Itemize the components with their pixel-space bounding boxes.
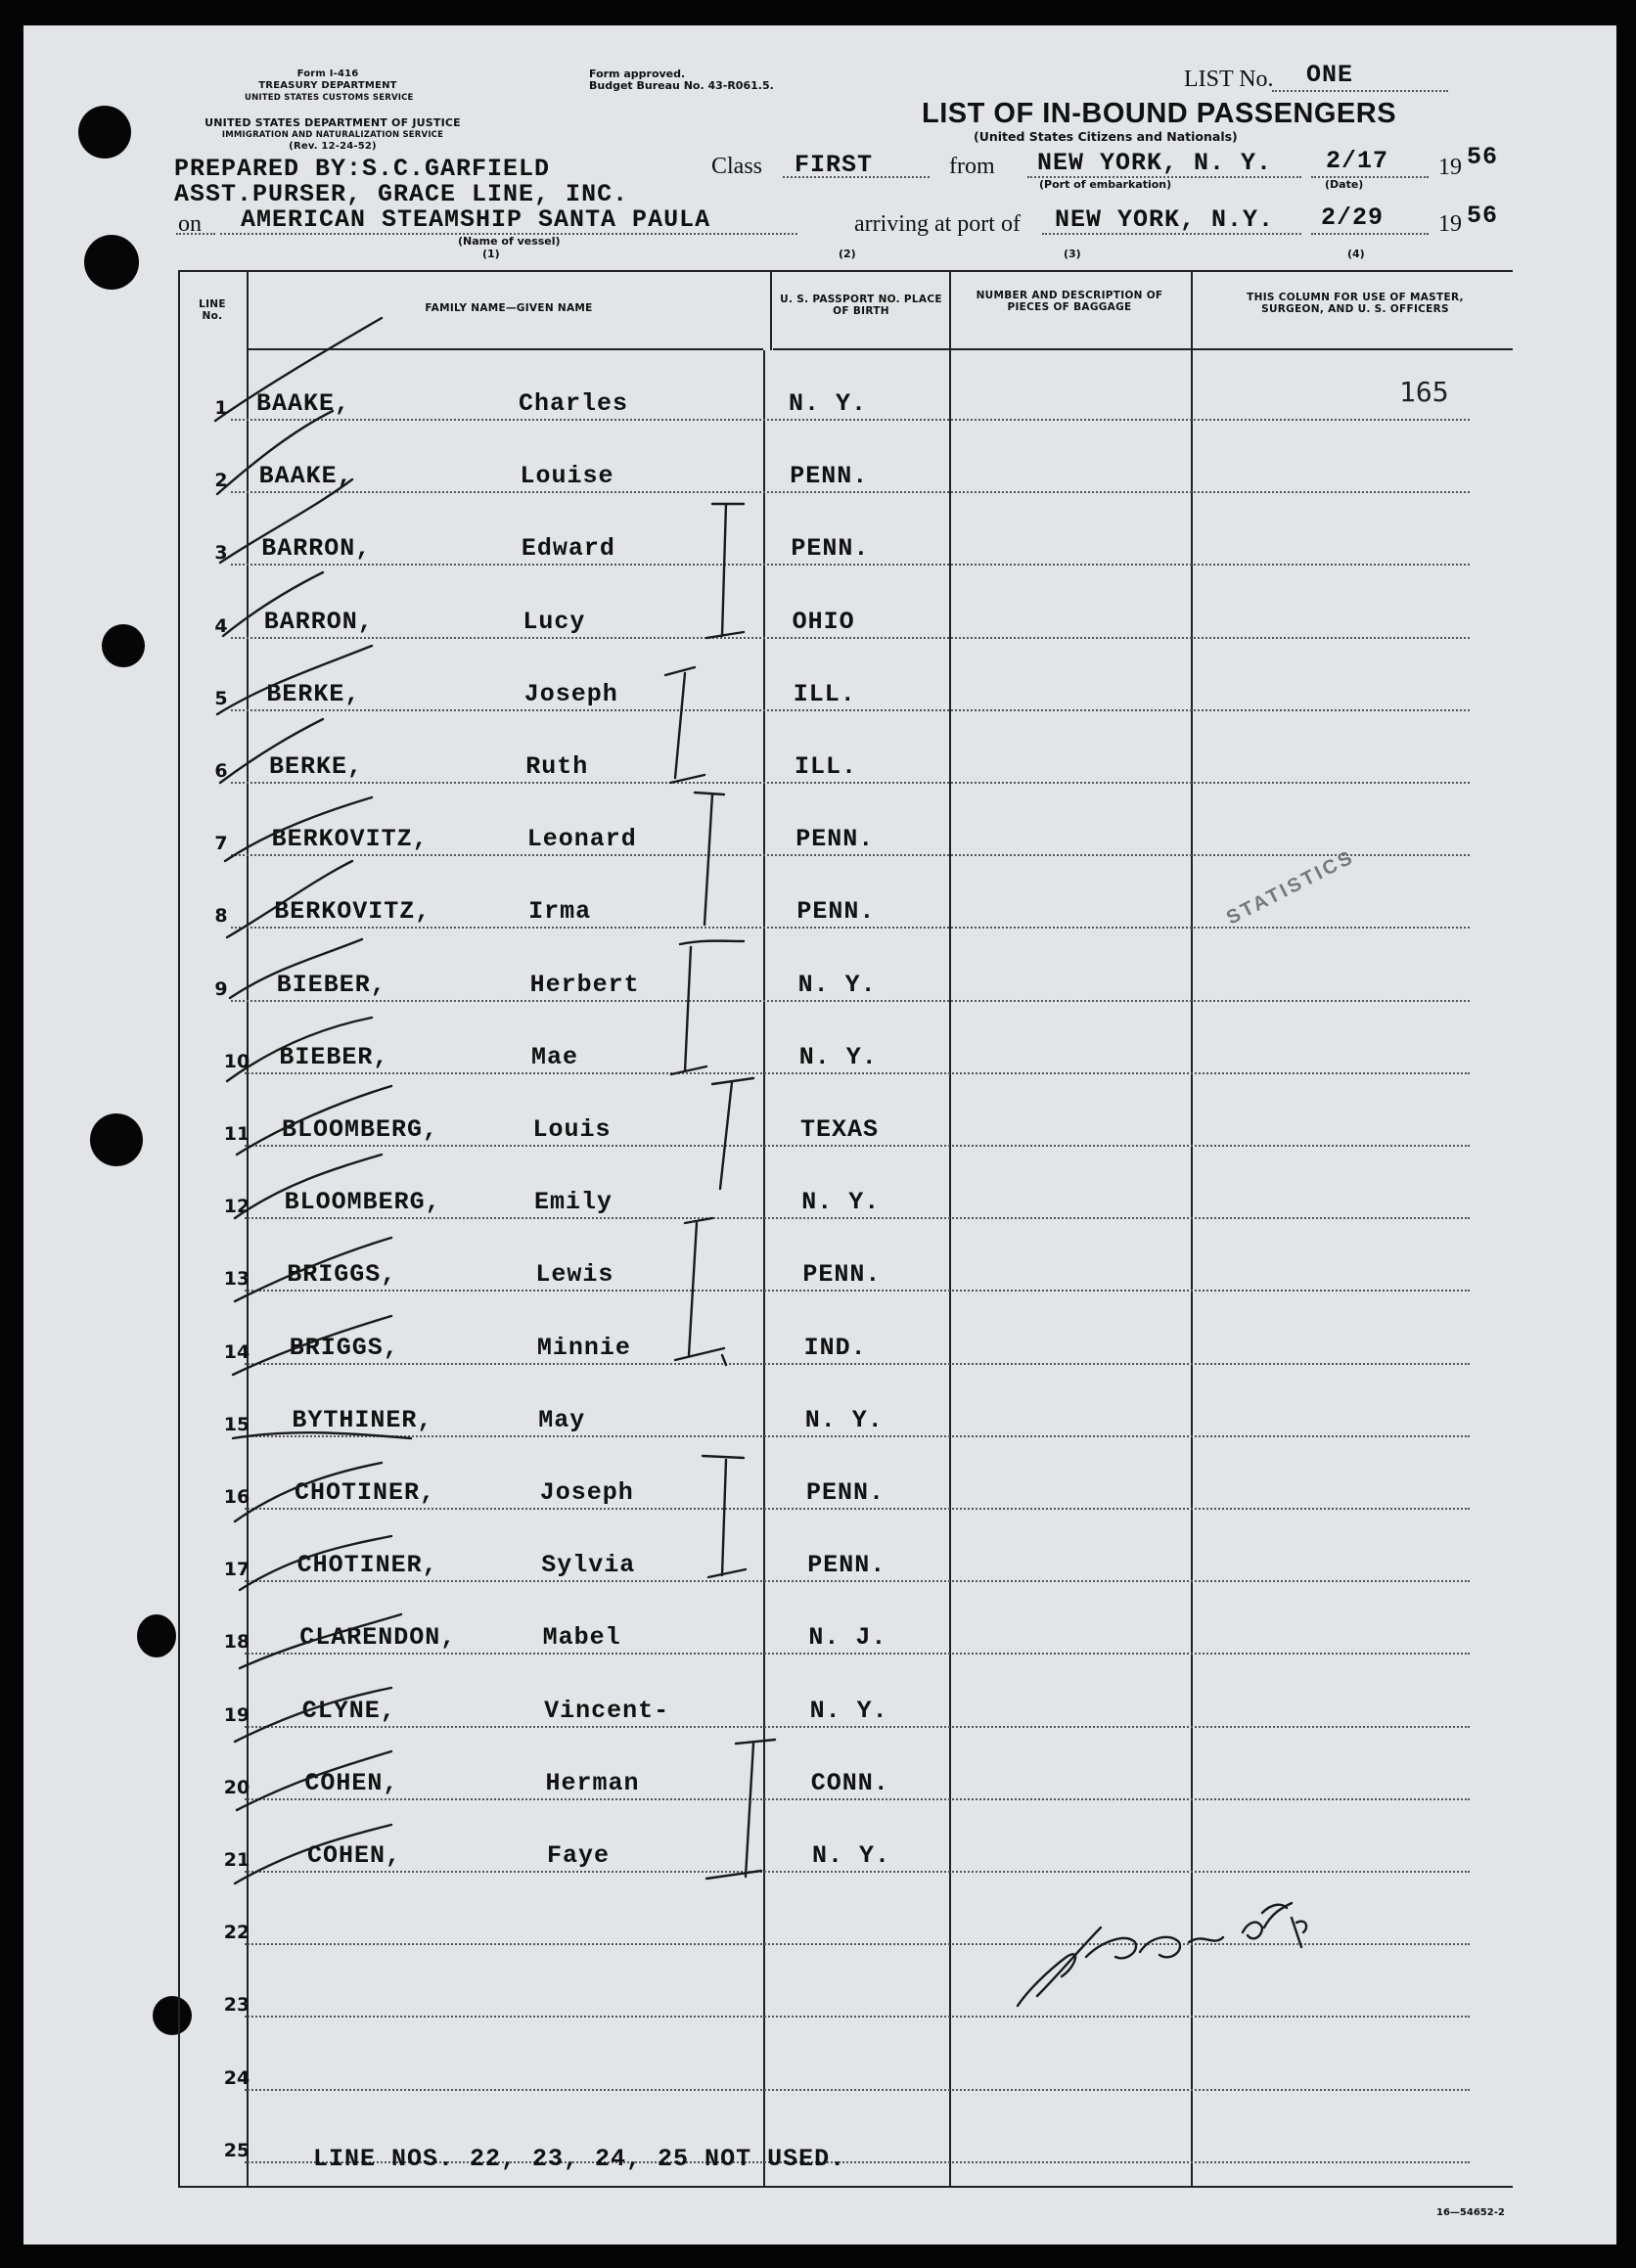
birthplace: PENN. [795,825,875,854]
line-number: 13 [223,1268,250,1291]
line-number: 23 [223,1994,250,2017]
line-number: 25 [223,2139,250,2161]
table-row [0,1696,1593,1777]
col-baggage: NUMBER AND DESCRIPTION OF PIECES OF BAGGAGE [976,290,1163,313]
form-number: Form I-416 [296,68,359,79]
given-name: Minnie [536,1333,631,1362]
family-name: BERKOVITZ, [274,897,432,927]
line-number: 7 [214,833,228,855]
given-name: Emily [533,1188,613,1217]
ins-service: IMMIGRATION AND NATURALIZATION SERVICE [221,130,444,140]
table-row [0,1623,1593,1703]
family-name: CLYNE, [301,1696,396,1725]
table-row [0,1841,1593,1922]
family-name: BIEBER, [276,970,386,999]
customs-service: UNITED STATES CUSTOMS SERVICE [245,93,414,103]
line-number: 24 [223,2066,250,2089]
table-row [0,607,1593,688]
row1-annotation-number: 165 [1399,376,1449,408]
caption-3: (3) [1064,248,1081,260]
line-number: 9 [214,977,228,1000]
table-row [0,897,1593,977]
line-number: 19 [223,1703,250,1726]
row-rule [245,1798,1470,1800]
family-name: BRIGGS, [289,1333,399,1362]
birthplace: IND. [803,1333,867,1362]
on-label: on [178,211,202,237]
line-number: 10 [223,1050,250,1072]
given-name: Charles [519,389,629,418]
vessel-caption: (Name of vessel) [458,235,561,248]
col-family-given-name: FAMILY NAME—GIVEN NAME [425,302,593,314]
given-name: May [538,1405,586,1434]
row-rule [245,1871,1470,1873]
row-rule [231,419,1470,421]
row-rule [245,1580,1470,1582]
table-row [0,1994,1593,2066]
line-number: 5 [214,687,228,709]
port-caption: (Port of embarkation) [1039,178,1172,191]
embarkation-port: NEW YORK, N. Y. [1037,149,1273,177]
arrival-year-prefix: 19 [1438,211,1462,237]
birthplace: TEXAS [800,1115,880,1144]
family-name: BARRON, [261,534,372,564]
birthplace: N. Y. [812,1841,891,1870]
table-row [0,752,1593,833]
given-name: Edward [521,534,615,564]
given-name: Louise [520,462,614,491]
col-passport-birthplace: U. S. PASSPORT NO. PLACE OF BIRTH [780,294,942,317]
departure-date: 2/17 [1326,147,1389,175]
table-row [0,1333,1593,1414]
family-name: BAAKE, [256,389,351,418]
class-value: FIRST [795,151,874,179]
family-name: COHEN, [307,1841,402,1870]
given-name: Irma [528,897,592,927]
table-row [0,1922,1593,1994]
table-row [0,1405,1593,1486]
family-name: BERKOVITZ, [271,825,429,854]
table-row [0,1260,1593,1340]
given-name: Mae [531,1042,579,1071]
punch-hole [78,106,131,159]
treasury-department: TREASURY DEPARTMENT [258,80,397,91]
row-rule [245,1653,1470,1655]
budget-bureau: Budget Bureau No. 43-R061.5. [589,79,774,92]
caption-2: (2) [839,248,856,260]
table-row [0,825,1593,905]
line-number: 20 [223,1776,250,1798]
family-name: BERKE, [269,752,364,781]
row-rule [245,1072,1470,1074]
row-rule [245,1726,1470,1728]
birthplace: N. Y. [797,970,877,999]
form-title: LIST OF IN-BOUND PASSENGERS [922,98,1397,129]
birthplace: N. Y. [801,1188,881,1217]
line-number: 22 [223,1922,250,1944]
birthplace: PENN. [790,462,869,491]
birthplace: PENN. [791,534,870,564]
line-number: 17 [223,1559,250,1581]
line-number: 1 [214,397,228,419]
given-name: Vincent- [544,1696,670,1725]
col-line-no: LINE No. [199,298,226,322]
given-name: Lucy [523,607,586,636]
arrival-port: NEW YORK, N.Y. [1055,205,1275,234]
row-rule [245,1145,1470,1147]
table-row [0,534,1593,614]
line-number: 18 [223,1631,250,1654]
family-name: BRIGGS, [287,1260,397,1290]
given-name: Joseph [523,679,618,708]
table-row [0,1188,1593,1268]
statistics-stamp: STATISTICS [1223,845,1359,930]
departure-year: 56 [1467,143,1499,171]
table-row [0,2067,1593,2140]
form-subtitle: (United States Citizens and Nationals) [974,129,1238,144]
line-number: 12 [223,1196,250,1218]
given-name: Mabel [542,1623,621,1653]
family-name: BAAKE, [258,462,353,491]
year-prefix: 19 [1438,155,1462,180]
family-name: CHOTINER, [295,1478,436,1507]
row-rule [231,637,1470,639]
birthplace: PENN. [806,1478,886,1507]
birthplace: ILL. [793,679,856,708]
table-row [0,679,1593,760]
table-row [0,1115,1593,1196]
row-rule [245,1363,1470,1365]
list-no-label: LIST No. [1184,67,1274,92]
table-row [0,1768,1593,1849]
row-rule [231,491,1470,493]
given-name: Leonard [526,825,637,854]
birthplace: CONN. [810,1768,889,1797]
table-row [0,970,1593,1051]
row-rule [231,927,1470,929]
birthplace: N. Y. [809,1696,888,1725]
arrival-date: 2/29 [1321,204,1385,232]
family-name: BLOOMBERG, [282,1115,439,1144]
line-number: 4 [214,614,228,637]
family-name: CHOTINER, [296,1551,438,1580]
list-no-value: ONE [1306,61,1354,89]
row-rule [231,782,1470,784]
family-name: BARRON, [263,607,374,636]
family-name: COHEN, [304,1768,399,1797]
row-rule [231,1000,1470,1002]
birthplace: N. Y. [804,1405,884,1434]
birthplace: PENN. [796,897,876,927]
row-rule [245,2089,1470,2091]
from-label: from [949,154,995,179]
caption-1: (1) [482,248,500,260]
prepared-by: PREPARED BY:S.C.GARFIELD [174,155,551,183]
justice-department: UNITED STATES DEPARTMENT OF JUSTICE [204,116,461,129]
given-name: Ruth [525,752,589,781]
given-name: Herman [545,1768,640,1797]
line-number: 16 [223,1486,250,1508]
given-name: Faye [547,1841,611,1870]
line-number: 11 [223,1123,250,1145]
family-name: BYTHINER, [292,1405,433,1434]
date-caption: (Date) [1325,178,1364,191]
row-rule [231,854,1470,856]
birthplace: N. Y. [789,389,868,418]
given-name: Louis [532,1115,612,1144]
table-row [0,462,1593,542]
family-name: CLARENDON, [299,1623,457,1653]
birthplace: PENN. [802,1260,882,1290]
arrival-year: 56 [1467,202,1499,230]
punch-hole [84,235,139,290]
family-name: BERKE, [266,679,361,708]
not-used-note: LINE NOS. 22, 23, 24, 25 NOT USED. [313,2145,846,2173]
assistant-purser: ASST.PURSER, GRACE LINE, INC. [174,180,629,208]
line-number: 2 [214,470,228,492]
table-top-rule [178,270,1513,272]
class-label: Class [711,154,763,179]
birthplace: PENN. [807,1551,886,1580]
line-number: 6 [214,760,228,782]
row-rule [245,1943,1470,1945]
row-rule [245,1435,1470,1437]
birthplace: ILL. [795,752,858,781]
arriving-label: arriving at port of [854,211,1021,237]
birthplace: OHIO [792,607,855,636]
line-number: 3 [214,542,228,565]
caption-4: (4) [1347,248,1365,260]
line-number: 21 [223,1849,250,1871]
form-revision: (Rev. 12-24-52) [289,141,377,152]
line-number: 8 [214,905,228,928]
given-name: Herbert [529,970,640,999]
row-rule [245,1290,1470,1292]
birthplace: N. Y. [798,1042,878,1071]
vessel-name: AMERICAN STEAMSHIP SANTA PAULA [241,205,711,234]
row-rule [245,1217,1470,1219]
family-name: BIEBER, [279,1042,389,1071]
form-approved: Form approved. [589,68,686,80]
table-row [0,1478,1593,1559]
col-officers-use: THIS COLUMN FOR USE OF MASTER, SURGEON, AND U. S. OFFICERS [1247,292,1464,315]
row-rule [245,2016,1470,2018]
given-name: Sylvia [541,1551,636,1580]
line-number: 14 [223,1340,250,1363]
table-row [0,1551,1593,1631]
row-rule [231,709,1470,711]
line-number: 15 [223,1413,250,1435]
row-rule [245,1508,1470,1510]
birthplace: N. J. [808,1623,887,1653]
given-name: Joseph [539,1478,634,1507]
family-name: BLOOMBERG, [284,1188,441,1217]
row-rule [231,564,1470,566]
table-row [0,1042,1593,1123]
given-name: Lewis [535,1260,614,1290]
form-code: 16—54652-2 [1436,2207,1505,2218]
